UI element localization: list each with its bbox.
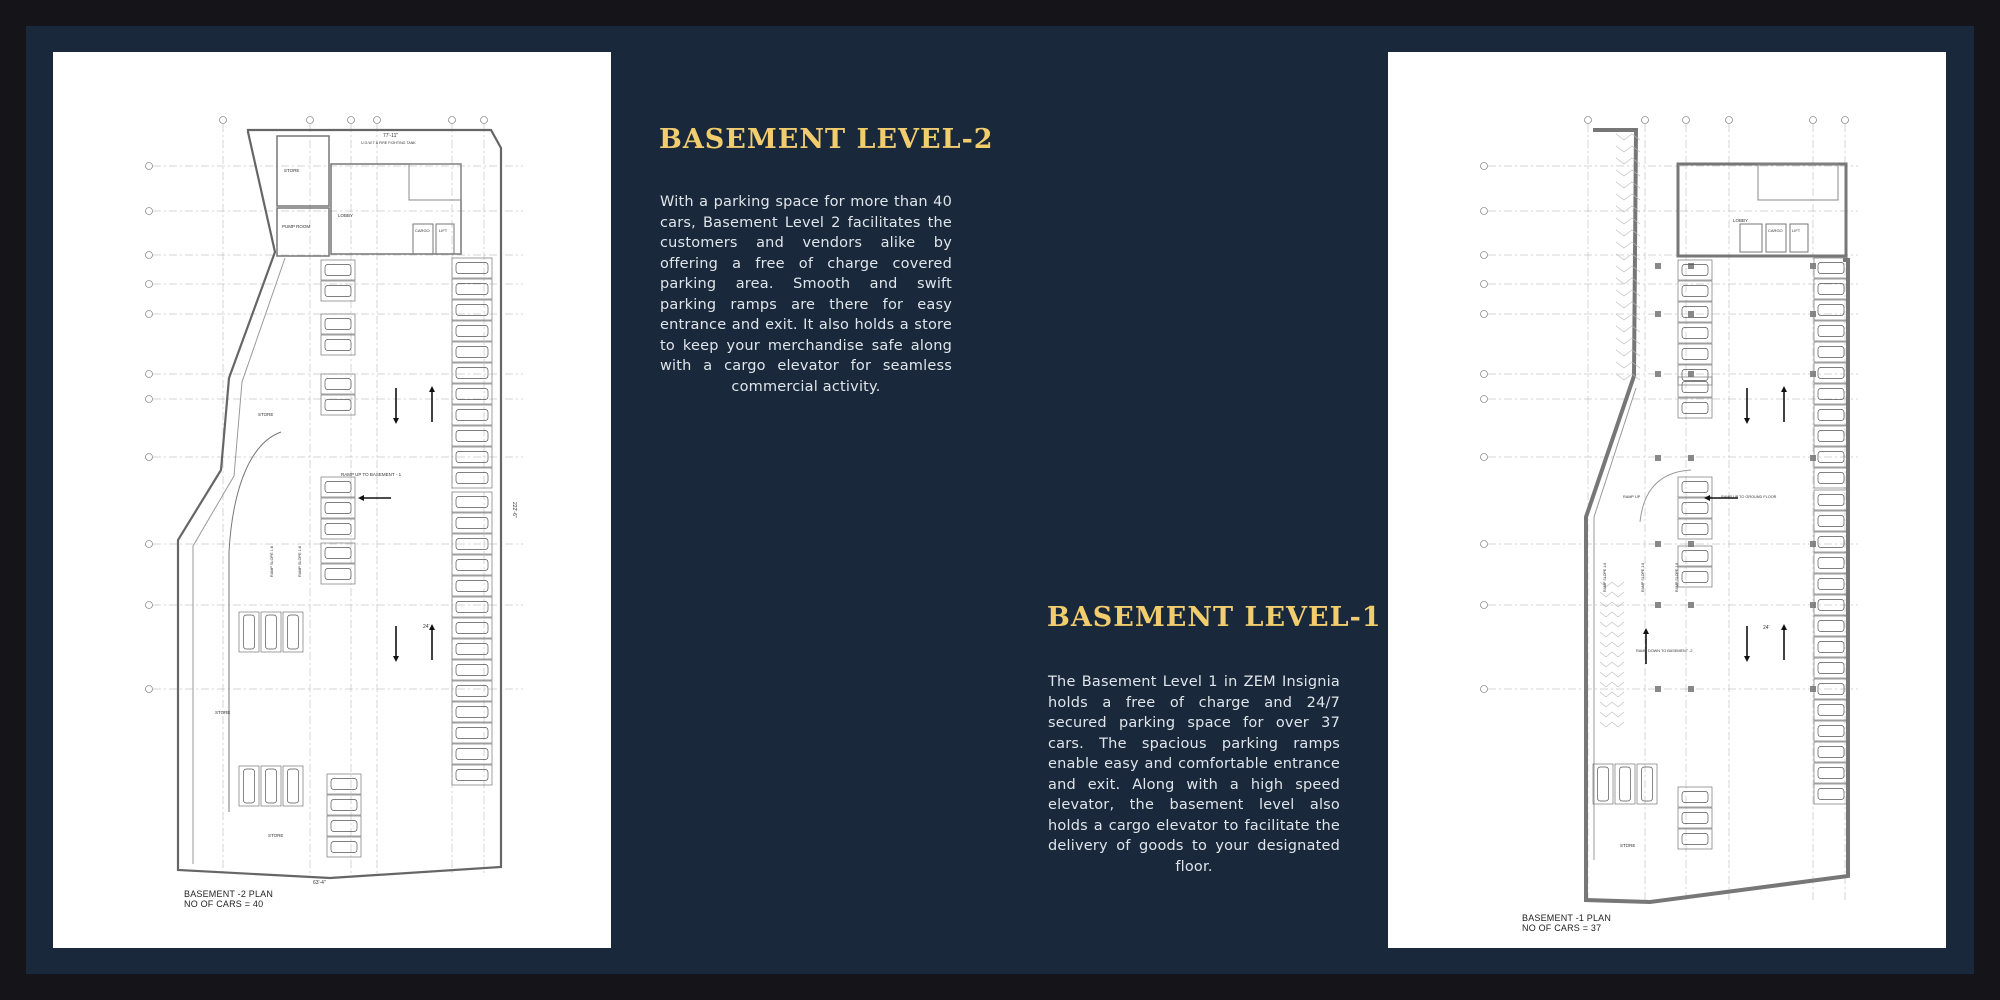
parking-bay: [452, 555, 492, 575]
grid-bubble: [220, 117, 227, 124]
parking-bay: [1814, 363, 1848, 383]
pump-room: [277, 208, 329, 256]
car-icon: [456, 409, 488, 420]
car-icon: [1818, 430, 1844, 441]
plan-caption-title: BASEMENT -1 PLAN: [1522, 913, 1612, 923]
direction-arrowhead: [1643, 628, 1649, 634]
stair-area: [1758, 164, 1838, 200]
basement-2-description: With a parking space for more than 40 cars, Basement Level 2 facilitates the customers and vendors alike by offering a free of charge covered parking area. Smooth and swift parking ramps are there for easy entrance and exit. It also holds a store to keep your merchandise safe along with a cargo elevator for seamless commercial activity.: [660, 194, 952, 395]
direction-arrowhead: [358, 495, 364, 501]
parking-bay: [452, 765, 492, 785]
ramp-hatch: [1600, 722, 1624, 727]
basement-2-plan-card: [53, 52, 611, 948]
structural-column: [1810, 541, 1816, 547]
parking-bay: [1678, 398, 1712, 418]
brochure-panel: [26, 26, 1974, 974]
label-store: STORE: [215, 710, 231, 715]
car-icon: [456, 559, 488, 570]
parking-bay: [1814, 574, 1848, 594]
basement-1-plan-card: [1388, 52, 1946, 948]
parking-bay: [452, 426, 492, 446]
car-icon: [325, 481, 351, 492]
label-lift: LIFT: [1792, 228, 1801, 233]
ramp-hatch: [1616, 338, 1640, 344]
car-icon: [456, 283, 488, 294]
grid-bubble: [1683, 117, 1690, 124]
label-store: STORE: [258, 412, 274, 417]
label-pump-room: PUMP ROOM: [282, 224, 311, 229]
car-icon: [1818, 641, 1844, 652]
grid-bubble: [1481, 454, 1488, 461]
parking-bay: [1678, 323, 1712, 343]
car-icon: [1818, 325, 1844, 336]
car-icon: [456, 664, 488, 675]
parking-bay: [327, 795, 361, 815]
parking-bay: [1814, 511, 1848, 531]
structural-column: [1655, 311, 1661, 317]
structural-column: [1688, 686, 1694, 692]
car-icon: [1818, 557, 1844, 568]
parking-bay: [261, 766, 281, 806]
car-icon: [325, 378, 351, 389]
parking-bay: [1678, 477, 1712, 497]
parking-bay: [1678, 546, 1712, 566]
parking-bay: [1814, 342, 1848, 362]
structural-column: [1810, 311, 1816, 317]
structural-column: [1810, 686, 1816, 692]
label-ramp-up: RAMP UP TO BASEMENT - 1: [341, 472, 402, 477]
parking-bay: [1678, 829, 1712, 849]
parking-bay: [1678, 498, 1712, 518]
parking-bay: [1814, 700, 1848, 720]
car-icon: [265, 769, 276, 803]
parking-bay: [1678, 567, 1712, 587]
car-icon: [325, 568, 351, 579]
grid-bubble: [1481, 602, 1488, 609]
parking-bay: [327, 774, 361, 794]
grid-bubble: [146, 311, 153, 318]
grid-bubble: [146, 252, 153, 259]
parking-bay: [1678, 344, 1712, 364]
car-icon: [456, 346, 488, 357]
ramp-hatch: [1600, 662, 1624, 667]
car-icon: [456, 769, 488, 780]
parking-bay: [452, 660, 492, 680]
car-icon: [1818, 346, 1844, 357]
car-icon: [325, 523, 351, 534]
structural-column: [1655, 371, 1661, 377]
grid-bubble: [449, 117, 456, 124]
grid-bubble: [146, 396, 153, 403]
grid-bubble: [1481, 163, 1488, 170]
parking-bay: [452, 513, 492, 533]
direction-arrowhead: [1781, 386, 1787, 392]
car-icon: [1818, 283, 1844, 294]
ramp-curve: [1640, 470, 1691, 522]
ramp-hatch: [1616, 362, 1640, 368]
grid-bubble: [1810, 117, 1817, 124]
car-icon: [325, 318, 351, 329]
parking-bay: [452, 300, 492, 320]
car-icon: [456, 643, 488, 654]
parking-bay: [283, 766, 303, 806]
grid-bubble: [1726, 117, 1733, 124]
car-icon: [243, 769, 254, 803]
car-icon: [456, 472, 488, 483]
parking-bay: [321, 395, 355, 415]
parking-bay: [1814, 468, 1848, 488]
car-icon: [325, 502, 351, 513]
parking-bay: [1814, 616, 1848, 636]
direction-arrowhead: [1704, 495, 1710, 501]
label-store: STORE: [1620, 843, 1636, 848]
label-lobby: LOBBY: [338, 213, 354, 218]
parking-bay: [1814, 405, 1848, 425]
ramp-hatch: [1600, 622, 1624, 627]
car-icon: [456, 685, 488, 696]
car-icon: [1619, 767, 1630, 801]
ramp-hatch: [1600, 712, 1624, 717]
car-icon: [1597, 767, 1608, 801]
grid-bubble: [1585, 117, 1592, 124]
label-ramp-down: RAMP DOWN TO BASEMENT -2: [1636, 649, 1693, 653]
car-icon: [456, 262, 488, 273]
parking-bay: [1678, 519, 1712, 539]
structural-column: [1688, 602, 1694, 608]
car-icon: [1818, 746, 1844, 757]
car-icon: [265, 615, 276, 649]
parking-bay: [1814, 784, 1848, 804]
parking-bay: [321, 260, 355, 280]
ramp-hatch: [1600, 632, 1624, 637]
dimension-label: 24': [423, 624, 430, 630]
structural-column: [1688, 371, 1694, 377]
car-icon: [456, 430, 488, 441]
parking-bay: [321, 498, 355, 518]
car-icon: [456, 622, 488, 633]
car-icon: [1818, 620, 1844, 631]
ramp-hatch: [1616, 374, 1640, 380]
structural-column: [1655, 602, 1661, 608]
label-store: STORE: [284, 168, 300, 173]
grid-bubble: [146, 371, 153, 378]
grid-bubble: [146, 208, 153, 215]
lift-shaft: [1740, 224, 1762, 252]
parking-bay: [321, 374, 355, 394]
car-icon: [325, 399, 351, 410]
parking-bay: [452, 258, 492, 278]
car-icon: [456, 706, 488, 717]
dimension-label: 24': [1763, 625, 1770, 631]
dimension-label: 77'-11": [383, 133, 399, 139]
parking-bay: [1678, 260, 1712, 280]
parking-bay: [452, 279, 492, 299]
ramp-hatch: [1600, 682, 1624, 687]
parking-bay: [1814, 763, 1848, 783]
car-icon: [456, 727, 488, 738]
parking-bay: [452, 363, 492, 383]
label-ramp-up: RAMP UP TO GROUND FLOOR: [1721, 495, 1777, 499]
label-ramp-slope: RAMP SLOPE 1:8: [270, 546, 274, 577]
parking-bay: [1814, 258, 1848, 278]
structural-column: [1688, 311, 1694, 317]
parking-bay: [1814, 384, 1848, 404]
label-ramp-slope: RAMP SLOPE 1:8: [1675, 562, 1679, 592]
car-icon: [1818, 367, 1844, 378]
structural-column: [1655, 686, 1661, 692]
direction-arrowhead: [393, 656, 399, 662]
parking-bay: [1615, 764, 1635, 804]
car-icon: [1818, 767, 1844, 778]
parking-bay: [321, 314, 355, 334]
basement-1-heading: BASEMENT LEVEL-1: [1047, 602, 1382, 633]
parking-bay: [1678, 787, 1712, 807]
parking-bay: [321, 564, 355, 584]
car-icon: [456, 748, 488, 759]
parking-bay: [452, 639, 492, 659]
parking-bay: [1814, 658, 1848, 678]
parking-bay: [327, 837, 361, 857]
parking-bay: [321, 335, 355, 355]
grid-bubble: [146, 602, 153, 609]
car-icon: [456, 601, 488, 612]
grid-bubble: [1481, 541, 1488, 548]
plan-caption-cars: NO OF CARS = 40: [184, 899, 264, 909]
car-icon: [1818, 578, 1844, 589]
car-icon: [1818, 725, 1844, 736]
car-icon: [325, 285, 351, 296]
parking-bay: [452, 723, 492, 743]
car-icon: [1818, 472, 1844, 483]
direction-arrowhead: [429, 624, 435, 630]
plan-caption-cars: NO OF CARS = 37: [1522, 923, 1602, 933]
car-icon: [1641, 767, 1652, 801]
ramp-hatch: [1600, 672, 1624, 677]
parking-bay: [1637, 764, 1657, 804]
car-icon: [456, 496, 488, 507]
parking-bay: [1814, 279, 1848, 299]
structural-column: [1810, 263, 1816, 269]
grid-bubble: [1842, 117, 1849, 124]
parking-bay: [239, 612, 259, 652]
car-icon: [287, 769, 298, 803]
parking-bay: [321, 519, 355, 539]
grid-bubble: [348, 117, 355, 124]
parking-bay: [452, 744, 492, 764]
direction-arrowhead: [429, 386, 435, 392]
basement-2-heading: BASEMENT LEVEL-2: [659, 124, 994, 155]
grid-bubble: [307, 117, 314, 124]
grid-bubble: [1481, 311, 1488, 318]
parking-bay: [327, 816, 361, 836]
car-icon: [1818, 515, 1844, 526]
direction-arrowhead: [1744, 418, 1750, 424]
ramp-hatch: [1600, 652, 1624, 657]
parking-bay: [452, 681, 492, 701]
parking-bay: [283, 612, 303, 652]
label-ramp-slope: RAMP SLOPE 1:8: [1603, 562, 1607, 592]
dimension-label: 63'-4": [313, 880, 326, 886]
label-cargo: CARGO: [1768, 228, 1783, 233]
car-icon: [456, 325, 488, 336]
car-icon: [331, 799, 357, 810]
car-icon: [1818, 494, 1844, 505]
grid-bubble: [1481, 208, 1488, 215]
structural-column: [1810, 455, 1816, 461]
parking-bay: [1678, 302, 1712, 322]
car-icon: [325, 264, 351, 275]
label-ramp-slope: RAMP UP: [1623, 495, 1641, 499]
label-cargo: CARGO: [415, 228, 430, 233]
grid-bubble: [1481, 281, 1488, 288]
car-icon: [325, 339, 351, 350]
ramp-hatch: [1600, 602, 1624, 607]
ramp-hatch: [1616, 350, 1640, 356]
grid-bubble: [146, 686, 153, 693]
lobby-area: [331, 164, 461, 254]
parking-bay: [1814, 553, 1848, 573]
grid-bubble: [1481, 396, 1488, 403]
ramp-hatch: [1616, 326, 1640, 332]
car-icon: [331, 778, 357, 789]
basement-1-description: The Basement Level 1 in ZEM Insignia holds a free of charge and 24/7 secured parking space for over 37 cars. The spacious parking ramps enable easy and comfortable entrance and exit. Along with a high speed elevator, the basement level also holds a cargo elevator to facilitate the delivery of goods to your designated floor.: [1048, 674, 1340, 875]
grid-bubble: [1481, 686, 1488, 693]
car-icon: [1818, 388, 1844, 399]
car-icon: [331, 820, 357, 831]
grid-bubble: [1481, 371, 1488, 378]
parking-bay: [239, 766, 259, 806]
grid-bubble: [146, 281, 153, 288]
ramp-hatch: [1600, 642, 1624, 647]
ramp-hatch: [1600, 612, 1624, 617]
parking-bay: [1678, 808, 1712, 828]
parking-bay: [452, 384, 492, 404]
car-icon: [1818, 788, 1844, 799]
car-icon: [243, 615, 254, 649]
outer-wall: [1586, 130, 1848, 902]
parking-bay: [1814, 490, 1848, 510]
direction-arrowhead: [1781, 624, 1787, 630]
grid-bubble: [1642, 117, 1649, 124]
car-icon: [287, 615, 298, 649]
ramp-hatch: [1600, 692, 1624, 697]
car-icon: [456, 517, 488, 528]
parking-bay: [452, 597, 492, 617]
car-icon: [456, 388, 488, 399]
parking-bay: [321, 543, 355, 563]
parking-bay: [1814, 426, 1848, 446]
parking-bay: [321, 477, 355, 497]
plan-caption-title: BASEMENT -2 PLAN: [184, 889, 274, 899]
parking-bay: [1814, 637, 1848, 657]
parking-bay: [1814, 742, 1848, 762]
grid-bubble: [1481, 252, 1488, 259]
car-icon: [331, 841, 357, 852]
label-ramp-slope: RAMP SLOPE 1:8: [298, 546, 302, 577]
parking-bay: [452, 321, 492, 341]
label-lobby: LOBBY: [1733, 218, 1749, 223]
parking-bay: [452, 618, 492, 638]
grid-bubble: [374, 117, 381, 124]
grid-bubble: [146, 541, 153, 548]
basement-1-floor-plan: [1388, 52, 1946, 948]
dimension-label: 222'-6": [511, 502, 517, 518]
grid-bubble: [146, 163, 153, 170]
ramp-hatch: [1600, 702, 1624, 707]
ramp-curve: [229, 432, 281, 812]
car-icon: [1818, 262, 1844, 273]
car-icon: [1818, 704, 1844, 715]
car-icon: [1818, 536, 1844, 547]
parking-bay: [452, 492, 492, 512]
parking-bay: [452, 576, 492, 596]
car-icon: [325, 547, 351, 558]
structural-column: [1810, 602, 1816, 608]
car-icon: [456, 580, 488, 591]
parking-bay: [261, 612, 281, 652]
grid-bubble: [146, 454, 153, 461]
grid-bubble: [481, 117, 488, 124]
parking-bay: [1593, 764, 1613, 804]
basement-1-plan-caption: [1522, 913, 1611, 933]
parking-bay: [1814, 532, 1848, 552]
parking-bay: [1814, 300, 1848, 320]
structural-column: [1810, 371, 1816, 377]
car-icon: [456, 367, 488, 378]
structural-column: [1655, 541, 1661, 547]
parking-bay: [452, 342, 492, 362]
parking-bay: [1814, 321, 1848, 341]
label-store: STORE: [268, 833, 284, 838]
fire-tank: [409, 164, 461, 200]
parking-bay: [1814, 721, 1848, 741]
parking-bay: [452, 405, 492, 425]
parking-bay: [452, 702, 492, 722]
car-icon: [1818, 409, 1844, 420]
label-ramp-slope: RAMP SLOPE 1:8: [1641, 562, 1645, 592]
structural-column: [1688, 263, 1694, 269]
label-lift: LIFT: [439, 228, 448, 233]
direction-arrowhead: [393, 418, 399, 424]
label-fire-tank: U.G.W.T & FIRE FIGHTING TANK: [361, 141, 416, 145]
structural-column: [1655, 263, 1661, 269]
structural-column: [1688, 455, 1694, 461]
parking-bay: [452, 468, 492, 488]
direction-arrowhead: [1744, 656, 1750, 662]
car-icon: [1818, 662, 1844, 673]
basement-2-plan-caption: [184, 889, 273, 909]
basement-2-floor-plan: [53, 52, 611, 948]
outer-wall: [178, 130, 501, 878]
structural-column: [1655, 455, 1661, 461]
